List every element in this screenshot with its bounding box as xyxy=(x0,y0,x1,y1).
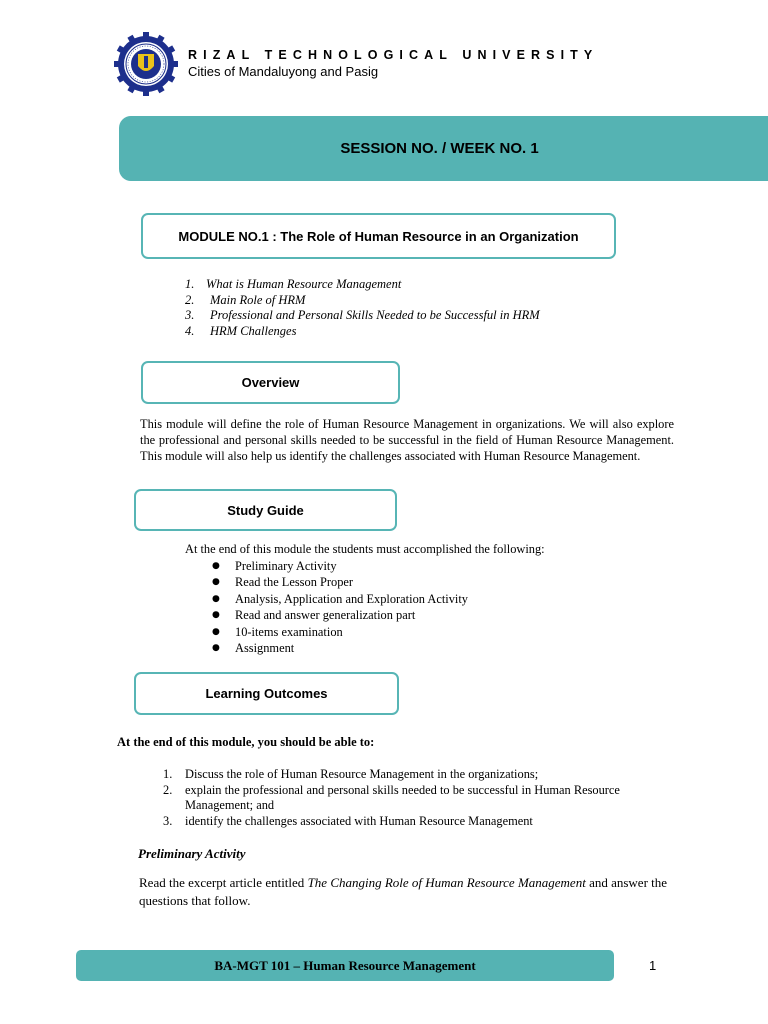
study-guide-heading-box xyxy=(134,489,397,531)
module-title: MODULE NO.1 : The Role of Human Resource in an Organization xyxy=(178,228,579,244)
module-title-box xyxy=(141,213,616,259)
overview-paragraph: This module will define the role of Human Resource Management in organizations. We will also explore the professional and personal skills needed to be successful in the field of Human Resource Management. This module will also help us identify the challenges associated with Human Resource Management. xyxy=(140,417,674,463)
preliminary-activity-heading: Preliminary Activity xyxy=(138,846,246,861)
bullet-icon: ● xyxy=(212,643,220,654)
list-item: 2. explain the professional and personal skills needed to be successful in Human Resource Management; and xyxy=(163,782,620,813)
overview-heading: Overview xyxy=(241,375,300,390)
bullet-icon: ● xyxy=(212,610,220,621)
university-name: RIZAL TECHNOLOGICAL UNIVERSITY xyxy=(188,48,599,62)
learning-outcomes-heading-box xyxy=(134,672,399,715)
bullet-icon: ● xyxy=(212,593,220,604)
learning-outcomes-list xyxy=(163,767,643,830)
session-title: SESSION NO. / WEEK NO. 1 xyxy=(340,140,539,157)
footer-banner xyxy=(76,950,614,981)
session-banner xyxy=(119,116,768,181)
list-item: 1. Discuss the role of Human Resource Management in the organizations; xyxy=(163,767,539,781)
preliminary-activity-paragraph: Read the excerpt article entitled The Changing Role of Human Resource Management and answer the questions that follow. xyxy=(139,875,668,908)
list-item: ● 10-items examination xyxy=(212,624,343,639)
list-item: ● Assignment xyxy=(212,641,295,656)
course-title: BA-MGT 101 – Human Resource Management xyxy=(214,957,476,973)
list-item: ● Preliminary Activity xyxy=(212,559,337,573)
university-seal-icon xyxy=(114,32,178,96)
bullet-icon: ● xyxy=(212,577,220,588)
list-item: 2. Main Role of HRM xyxy=(185,292,306,307)
article-title: The Changing Role of Human Resource Management xyxy=(307,875,586,890)
list-item: 4. HRM Challenges xyxy=(185,324,297,339)
list-item: ● Read the Lesson Proper xyxy=(212,575,354,590)
study-guide-list xyxy=(212,558,468,656)
study-guide-intro: At the end of this module the students must accomplished the following: xyxy=(185,542,545,556)
learning-outcomes-intro: At the end of this module, you should be able to: xyxy=(117,735,375,749)
list-item: ● Read and answer generalization part xyxy=(212,608,416,623)
module-topics-list xyxy=(185,277,540,340)
bullet-icon: ● xyxy=(212,561,220,571)
bullet-icon: ● xyxy=(212,626,220,637)
overview-heading-box xyxy=(141,361,400,404)
list-item: 3. identify the challenges associated with Human Resource Management xyxy=(163,814,533,829)
study-guide-heading: Study Guide xyxy=(227,502,304,518)
page-number: 1 xyxy=(649,958,657,973)
university-subtitle: Cities of Mandaluyong and Pasig xyxy=(188,64,379,79)
learning-outcomes-heading: Learning Outcomes xyxy=(205,686,328,701)
list-item: 3. Professional and Personal Skills Needed to be Successful in HRM xyxy=(185,308,540,323)
list-item: 1. What is Human Resource Management xyxy=(185,277,402,291)
list-item: ● Analysis, Application and Exploration Activity xyxy=(212,591,468,606)
